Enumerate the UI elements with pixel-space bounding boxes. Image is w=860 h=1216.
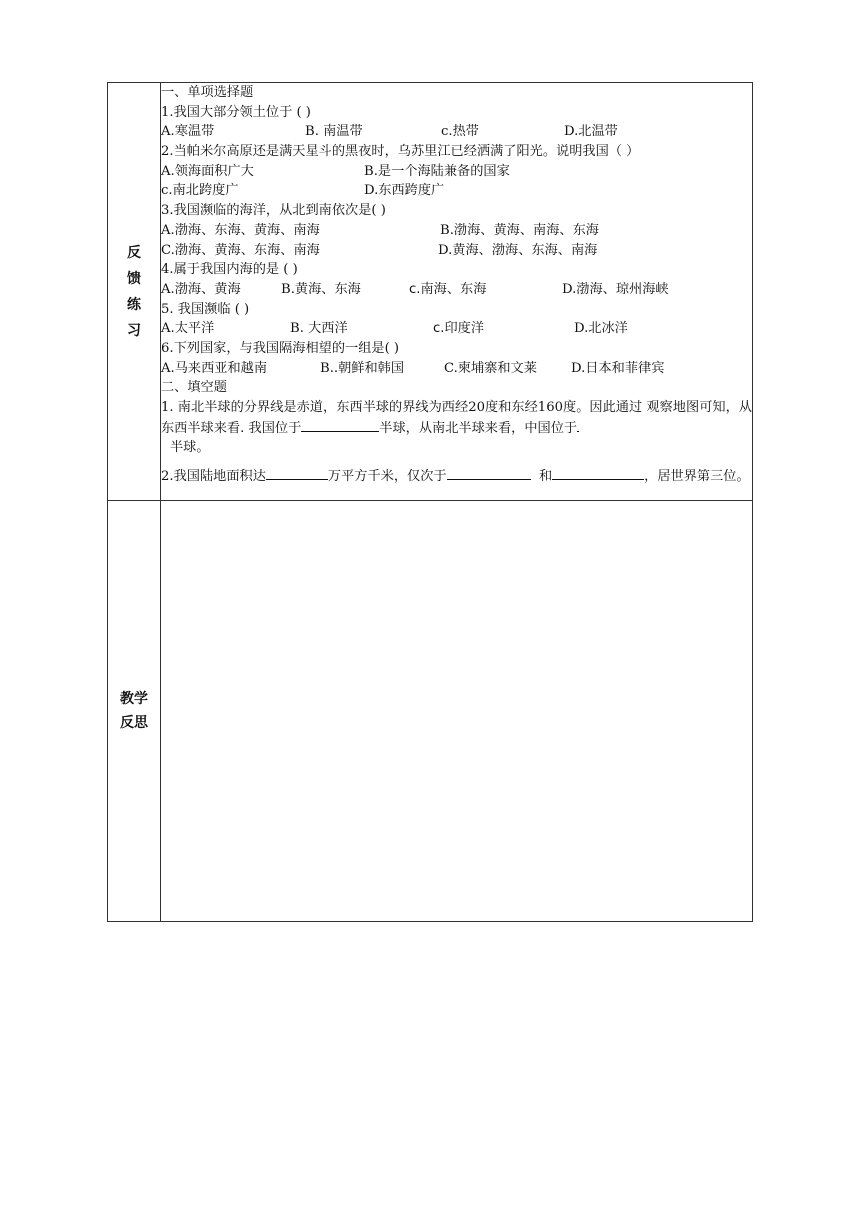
feedback-label: 反 馈 练 习 [127,244,141,339]
option-d: D.东西跨度广 [364,183,445,199]
reflection-row [108,501,753,922]
option-b: B. 南温带 [305,124,363,140]
option-a: A.太平洋 [161,321,215,337]
question-3-options-cd [161,241,752,261]
feedback-label-cell [108,83,161,501]
lesson-table [107,82,753,922]
option-b: B.黄海、东海 [281,281,361,297]
question-5-options [161,319,752,339]
question-6-options [161,359,752,379]
fill-blank-country-1[interactable] [447,466,531,480]
section-title-choice: 一、单项选择题 [161,85,254,100]
option-a: A.领海面积广大 [161,163,254,179]
option-d: D.黄海、渤海、东海、南海 [438,242,598,258]
question-3-stem: 3.我国濒临的海洋，从北到南依次是( ) [161,203,386,219]
fill-blank-hemisphere-ns[interactable] [577,418,579,432]
option-b: B..朝鲜和韩国 [320,360,405,376]
option-d: D.北温带 [564,124,618,140]
option-b: B. 大西洋 [290,321,348,337]
option-b: B.是一个海陆兼备的国家 [364,163,510,179]
fill-blank-area[interactable] [266,466,328,480]
option-d: D.渤海、琼州海峡 [562,281,669,297]
question-3-options-ab [161,221,752,241]
option-b: B.渤海、黄海、南海、东海 [440,222,599,238]
question-4-options [161,280,752,300]
reflection-label-cell [108,501,161,922]
question-6-stem: 6.下列国家，与我国隔海相望的一组是( ) [161,340,400,356]
section-title-fill: 二、填空题 [161,380,227,396]
option-a: A.渤海、东海、黄海、南海 [161,222,320,238]
question-2-stem: 2.当帕米尔高原还是满天星斗的黑夜时，乌苏里江已经洒满了阳光。说明我国（ ） [161,144,640,160]
question-4-stem: 4.属于我国内海的是 ( ) [161,262,298,278]
reflection-label: 教学 反思 [120,691,148,731]
option-c: C.柬埔寨和文莱 [444,360,537,376]
option-d: D.北冰洋 [574,321,628,337]
fill-question-2: 2.我国陆地面积达 万平方千米，仅次于 和 ，居世界第三位。 [161,466,752,487]
option-c: c.印度洋 [433,321,485,337]
question-1-stem: 1.我国大部分领土位于 ( ) [161,104,311,120]
question-2-options-ab [161,162,752,182]
question-1-options [161,122,752,142]
feedback-row [108,83,753,501]
option-c: C.渤海、黄海、东海、南海 [161,242,320,258]
reflection-content[interactable] [161,501,753,922]
option-a: A.渤海、黄海 [161,281,241,297]
fill-blank-country-2[interactable] [552,466,644,480]
feedback-content [161,83,753,501]
fill-question-1: 1. 南北半球的分界线是赤道，东西半球的界线为西经20度和东经160度。因此通过 观察地图可知，从东西半球来看. 我国位于 半球，从南北半球来看，中国位于 半球。 [161,400,752,456]
option-c: c.南北跨度广 [161,183,239,199]
question-2-options-cd [161,181,752,201]
option-d: D.日本和菲律宾 [571,360,665,376]
question-5-stem: 5. 我国濒临 ( ) [161,301,250,317]
option-c: c.南海、东海 [409,281,487,297]
option-c: c.热带 [441,124,479,140]
fill-blank-hemisphere-ew[interactable] [301,418,379,432]
option-a: A.马来西亚和越南 [161,360,268,376]
option-a: A.寒温带 [161,124,215,140]
